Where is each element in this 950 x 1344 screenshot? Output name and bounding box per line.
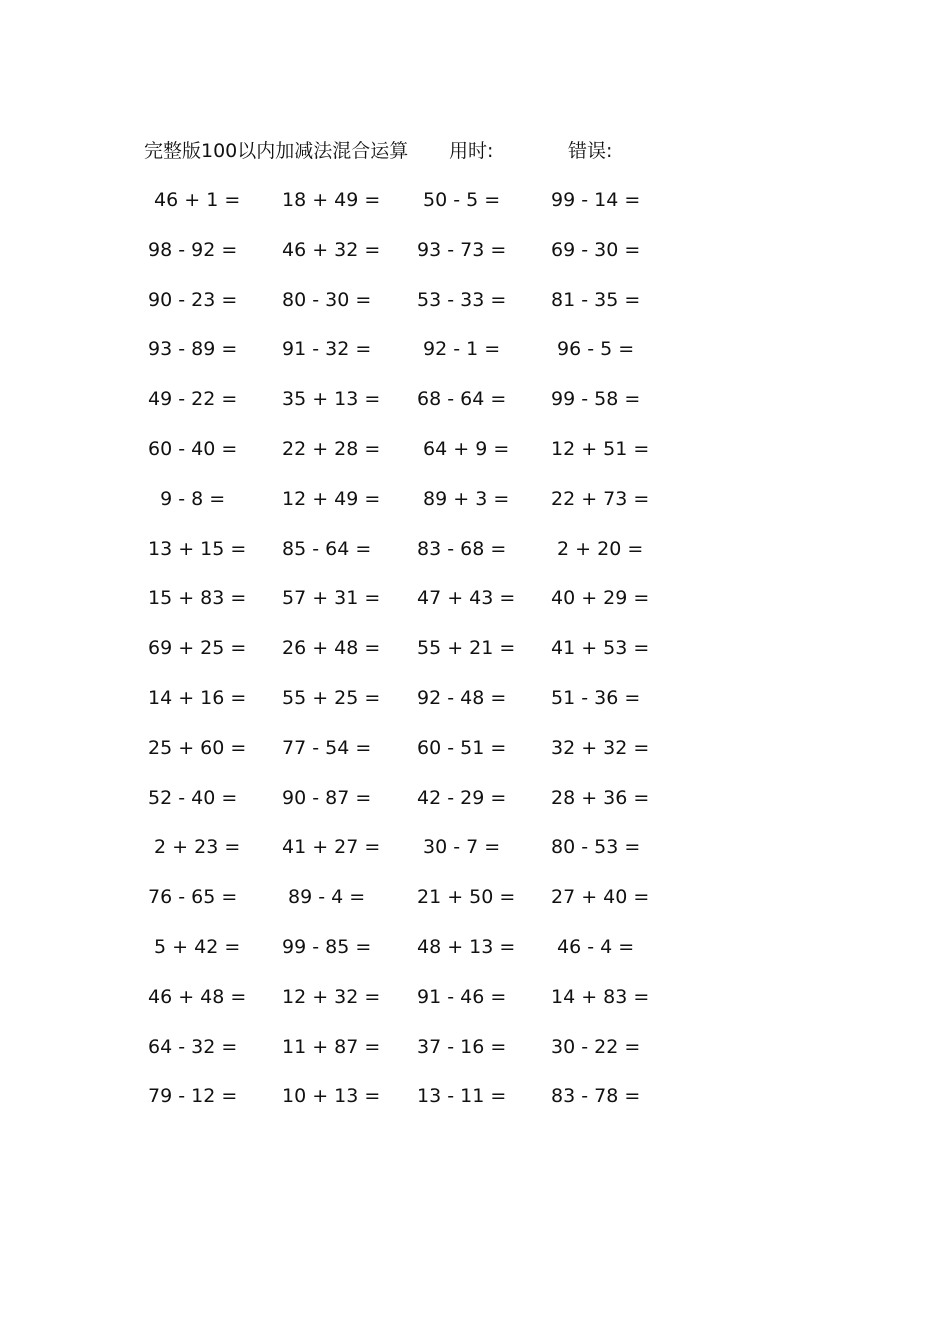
problem-row bbox=[0, 384, 950, 414]
problem-item: 50 - 5 = bbox=[417, 189, 501, 211]
problem-item: 25 + 60 = bbox=[148, 737, 247, 759]
problem-item: 99 - 85 = bbox=[282, 936, 372, 958]
problem-item: 12 + 32 = bbox=[282, 986, 381, 1008]
problem-row bbox=[0, 932, 950, 962]
problem-item: 27 + 40 = bbox=[551, 886, 650, 908]
errors-label: 错误: bbox=[568, 140, 613, 162]
problem-item: 42 - 29 = bbox=[417, 787, 507, 809]
problem-item: 10 + 13 = bbox=[282, 1085, 381, 1107]
problem-item: 76 - 65 = bbox=[148, 886, 238, 908]
problem-item: 37 - 16 = bbox=[417, 1036, 507, 1058]
problem-item: 22 + 73 = bbox=[551, 488, 650, 510]
problem-item: 83 - 78 = bbox=[551, 1085, 641, 1107]
problem-item: 93 - 89 = bbox=[148, 338, 238, 360]
problem-row bbox=[0, 783, 950, 813]
problem-item: 30 - 22 = bbox=[551, 1036, 641, 1058]
problem-item: 69 - 30 = bbox=[551, 239, 641, 261]
problem-row bbox=[0, 733, 950, 763]
problem-item: 12 + 51 = bbox=[551, 438, 650, 460]
problem-item: 68 - 64 = bbox=[417, 388, 507, 410]
problem-item: 21 + 50 = bbox=[417, 886, 516, 908]
problem-item: 60 - 40 = bbox=[148, 438, 238, 460]
problem-item: 51 - 36 = bbox=[551, 687, 641, 709]
problem-item: 12 + 49 = bbox=[282, 488, 381, 510]
problem-row bbox=[0, 434, 950, 464]
problem-item: 55 + 25 = bbox=[282, 687, 381, 709]
problem-item: 93 - 73 = bbox=[417, 239, 507, 261]
problem-item: 91 - 46 = bbox=[417, 986, 507, 1008]
problem-row bbox=[0, 1032, 950, 1062]
problem-item: 99 - 14 = bbox=[551, 189, 641, 211]
problem-item: 55 + 21 = bbox=[417, 637, 516, 659]
problem-item: 57 + 31 = bbox=[282, 587, 381, 609]
problem-item: 14 + 83 = bbox=[551, 986, 650, 1008]
problem-item: 30 - 7 = bbox=[417, 836, 501, 858]
problem-item: 90 - 87 = bbox=[282, 787, 372, 809]
problem-item: 46 - 4 = bbox=[551, 936, 635, 958]
problem-item: 46 + 48 = bbox=[148, 986, 247, 1008]
problem-item: 92 - 1 = bbox=[417, 338, 501, 360]
problem-item: 11 + 87 = bbox=[282, 1036, 381, 1058]
problem-row bbox=[0, 334, 950, 364]
problem-item: 13 + 15 = bbox=[148, 538, 247, 560]
problem-row bbox=[0, 534, 950, 564]
problem-item: 15 + 83 = bbox=[148, 587, 247, 609]
problem-row bbox=[0, 235, 950, 265]
problem-item: 49 - 22 = bbox=[148, 388, 238, 410]
problem-item: 41 + 53 = bbox=[551, 637, 650, 659]
problem-item: 89 - 4 = bbox=[282, 886, 366, 908]
problem-item: 52 - 40 = bbox=[148, 787, 238, 809]
problem-item: 22 + 28 = bbox=[282, 438, 381, 460]
worksheet-title: 完整版100以内加减法混合运算 bbox=[144, 140, 409, 162]
problem-row bbox=[0, 285, 950, 315]
problem-item: 48 + 13 = bbox=[417, 936, 516, 958]
problem-row bbox=[0, 982, 950, 1012]
problem-item: 77 - 54 = bbox=[282, 737, 372, 759]
problem-item: 14 + 16 = bbox=[148, 687, 247, 709]
problem-item: 69 + 25 = bbox=[148, 637, 247, 659]
problem-item: 2 + 23 = bbox=[148, 836, 241, 858]
problem-row bbox=[0, 832, 950, 862]
problem-row bbox=[0, 185, 950, 215]
problem-row bbox=[0, 484, 950, 514]
time-used-label: 用时: bbox=[449, 140, 494, 162]
problem-item: 96 - 5 = bbox=[551, 338, 635, 360]
problem-item: 85 - 64 = bbox=[282, 538, 372, 560]
problem-item: 89 + 3 = bbox=[417, 488, 510, 510]
problem-item: 40 + 29 = bbox=[551, 587, 650, 609]
problem-item: 13 - 11 = bbox=[417, 1085, 507, 1107]
problem-item: 35 + 13 = bbox=[282, 388, 381, 410]
problem-row bbox=[0, 683, 950, 713]
problem-row bbox=[0, 583, 950, 613]
problem-item: 46 + 1 = bbox=[148, 189, 241, 211]
problem-item: 79 - 12 = bbox=[148, 1085, 238, 1107]
problem-item: 26 + 48 = bbox=[282, 637, 381, 659]
problem-item: 83 - 68 = bbox=[417, 538, 507, 560]
problem-row bbox=[0, 633, 950, 663]
problem-item: 41 + 27 = bbox=[282, 836, 381, 858]
problem-item: 64 + 9 = bbox=[417, 438, 510, 460]
problem-item: 92 - 48 = bbox=[417, 687, 507, 709]
problem-item: 64 - 32 = bbox=[148, 1036, 238, 1058]
problem-item: 5 + 42 = bbox=[148, 936, 241, 958]
problem-item: 32 + 32 = bbox=[551, 737, 650, 759]
problem-item: 18 + 49 = bbox=[282, 189, 381, 211]
problem-row bbox=[0, 1081, 950, 1111]
problem-item: 91 - 32 = bbox=[282, 338, 372, 360]
problem-item: 53 - 33 = bbox=[417, 289, 507, 311]
problem-item: 81 - 35 = bbox=[551, 289, 641, 311]
problem-item: 2 + 20 = bbox=[551, 538, 644, 560]
problem-item: 80 - 53 = bbox=[551, 836, 641, 858]
problem-row bbox=[0, 882, 950, 912]
problem-item: 99 - 58 = bbox=[551, 388, 641, 410]
problem-item: 46 + 32 = bbox=[282, 239, 381, 261]
problem-item: 9 - 8 = bbox=[148, 488, 226, 510]
problem-item: 28 + 36 = bbox=[551, 787, 650, 809]
problem-item: 60 - 51 = bbox=[417, 737, 507, 759]
problem-item: 98 - 92 = bbox=[148, 239, 238, 261]
problem-item: 47 + 43 = bbox=[417, 587, 516, 609]
problem-item: 90 - 23 = bbox=[148, 289, 238, 311]
problem-item: 80 - 30 = bbox=[282, 289, 372, 311]
